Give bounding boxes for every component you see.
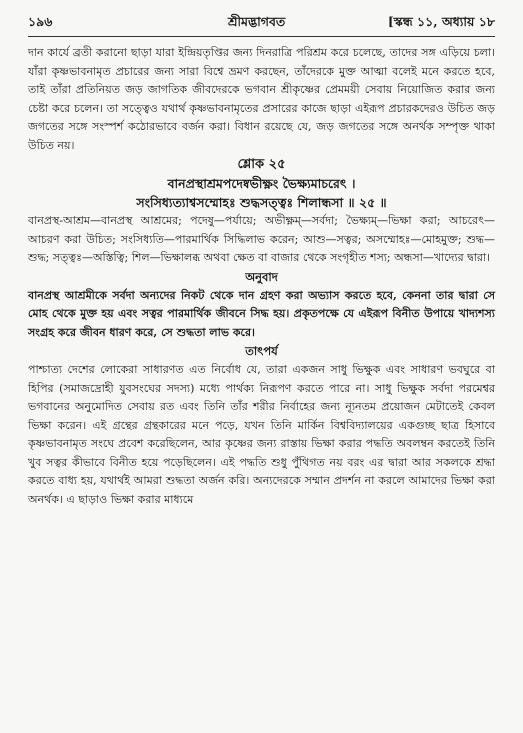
translation-heading: অনুবাদ <box>245 269 278 284</box>
translation-paragraph: বানপ্রস্থ আশ্রমীকে সর্বদা অন্যদের নিকট থেকে দান গ্রহণ করা অভ্যাস করতে হবে, কেননা তার দ্বারা সে মোহ থেকে মুক্ত হয় এবং সত্বর পারমার্থিক জীবনে সিদ্ধ হয়। প্রকৃতপক্ষে যে এইরূপ বিনীত উপায়ে খাদ্যশস্য সংগ্রহ করে জীবন ধারণ করে, সে শুদ্ধতা লাভ করে। <box>28 288 495 339</box>
intro-paragraph: দান কার্যে ব্রতী করানো ছাড়া যারা ইন্দ্রিয়তৃপ্তির জন্য দিনরাত্রি পরিশ্রম করে চলেছে, তাদের সঙ্গ এড়িয়ে চলা। যাঁরা কৃষ্ণভাবনামৃত প্রচারের জন্য সারা বিশ্বে ভ্রমণ করছেন, তাঁদেরকে মুক্ত আত্মা বলেই মনে করতে হবে, তাই তাঁরা প্রতিনিয়ত জড় জাগতিক জীবদেরকে ভগবান শ্রীকৃষ্ণের প্রেমময়ী সেবায় নিয়োজিত করার জন্য চেষ্টা করে চলেন। তা সত্ত্বেও যথার্থ কৃষ্ণভাবনামৃতের প্রসারের কাজে ছাড়া এইরূপ প্রচারকদেরও উচিত জড় জগতের সঙ্গে সংস্পর্শ কঠোরভাবে বর্জন করা। বিধান রয়েছে যে, জড় জগতের সঙ্গে অনর্থক সম্পৃক্ত থাকা উচিত নয়। <box>28 46 495 152</box>
verse-heading: শ্লোক ২৫ <box>237 156 286 172</box>
page-header <box>28 14 495 34</box>
page-body <box>28 44 495 510</box>
purport-paragraph: পাশ্চাত্য দেশের লোকেরা সাধারণত এত নির্বোধ যে, তারা একজন সাধু ভিক্ষুক এবং সাধারণ ভবঘুরে বা হিপির (সমাজদ্রোহী যুবসংঘের সদস্য) মধ্যে পার্থক্য নিরূপণ করতে পারে না। সাধু ভিক্ষুক সর্বদা পরমেশ্বর ভগবানের অনুমোদিত সেবায় রত এবং তিনি তাঁর শরীর নির্বাহের জন্য ন্যূনতম প্রয়োজন মেটাতেই কেবল ভিক্ষা করেন। এই গ্রন্থের গ্রন্থকারের মনে পড়ে, যখন তিনি মার্কিন বিশ্ববিদ্যালয়ের একগুচ্ছ ছাত্র হিসাবে কৃষ্ণভাবনামৃত সংঘে প্রবেশ করেছিলেন, আর কৃষ্ণের জন্য রাস্তায় ভিক্ষা করার পদ্ধতি অবলম্বন করতেই তিনি খুব সত্বর কীভাবে বিনীত হয়ে পড়েছিলেন। এই পদ্ধতি শুধু পুঁথিগত নয় বরং এর দ্বারা আর সকলকে শ্রদ্ধা করতে বাধ্য হয়, যথার্থই আমরা শুদ্ধতা অর্জন করি। অন্যদেরকে সম্মান প্রদর্শন না করলে আমাদের ভিক্ষা করা অনর্থক। এ ছাড়াও ভিক্ষা করার মাধ্যমে <box>28 362 495 507</box>
header-rule <box>28 36 495 37</box>
verse-line-2: সংসিধ্যত্যাশ্বসম্মোহঃ শুদ্ধসত্ত্বঃ শিলান্ধসা ॥ ২৫ ॥ <box>136 195 387 211</box>
book-title: শ্রীমদ্ভাগবত <box>228 14 286 29</box>
synonyms-paragraph: বানপ্রস্থ-আশ্রম—বানপ্রস্থ আশ্রমের; পদেষু—পর্যায়ে; অভীক্ষ্ণম্—সর্বদা; ভৈক্ষ্যম্—ভিক্ষা করা; আচরেৎ—আচরণ করা উচিত; সংসিধ্যতি—পারমার্থিক সিদ্ধিলাভ করেন; আশু—সত্বর; অসম্মোহঃ—মোহমুক্ত; শুদ্ধ—শুদ্ধ; সত্ত্বঃ—অস্তিত্বি; শিল—ভিক্ষালব্ধ অথবা ক্ষেত বা বাজার থেকে সংগৃহীত শস্য; অন্ধসা—খাদ্যের দ্বারা। <box>28 214 495 265</box>
page-number: ১৯৬ <box>28 14 53 29</box>
purport-heading: তাৎপর্য <box>245 344 278 359</box>
verse-line-1: বানপ্রস্থাশ্রমপদেষ্বভীক্ষ্ণং ভৈক্ষ্যমাচরেৎ । <box>167 176 356 192</box>
chapter-reference: [স্কন্ধ ১১, অধ্যায় ১৮ <box>387 14 495 29</box>
